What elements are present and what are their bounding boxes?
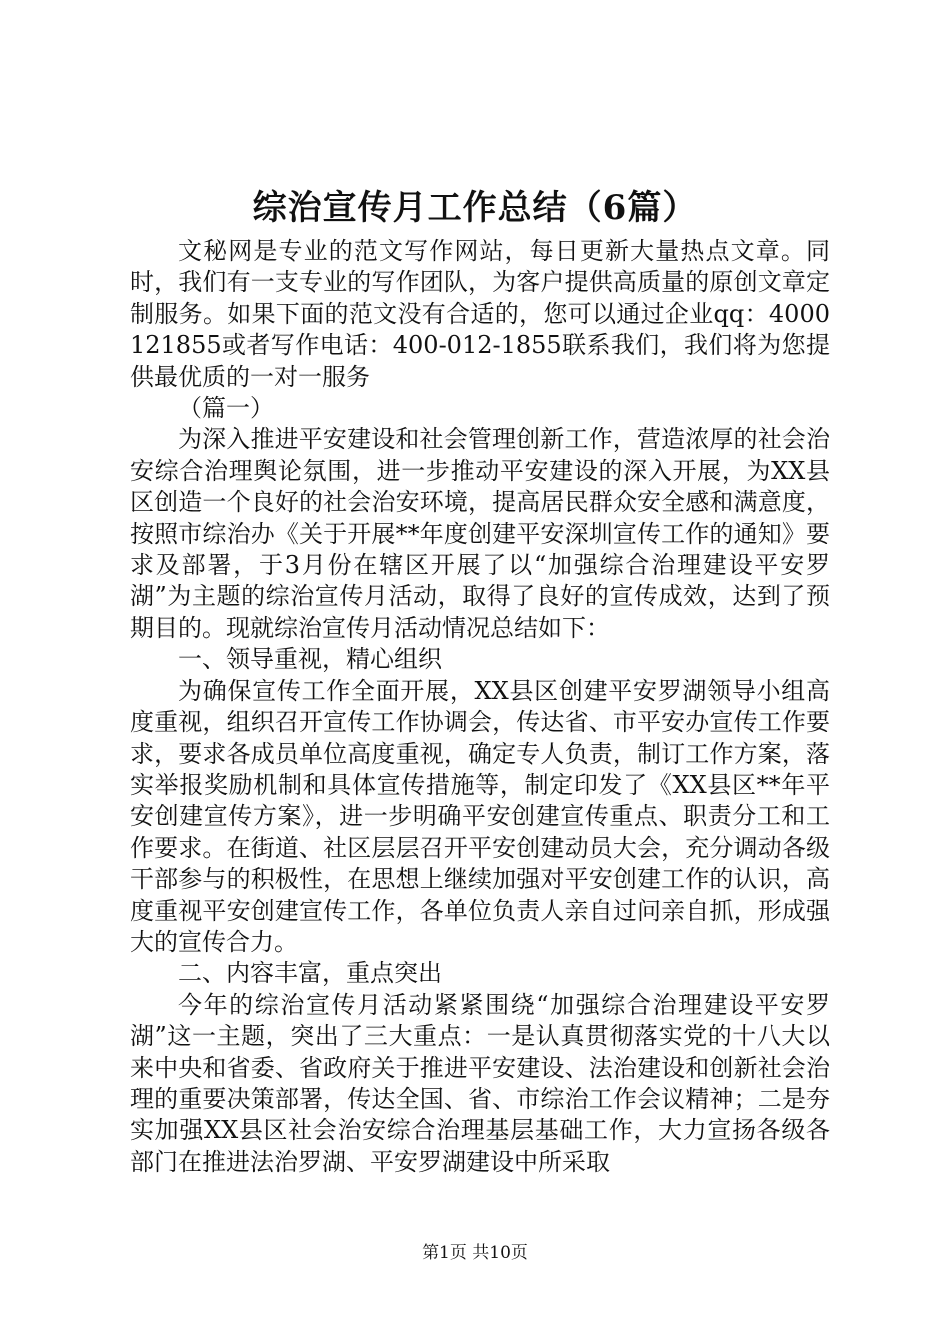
body-paragraph: 为深入推进平安建设和社会管理创新工作，营造浓厚的社会治安综合治理舆论氛围，进一步推动平安建设的深入开展，为XX县区创造一个良好的社会治安环境，提高居民群众安全感和满意度，按照市综治办《关于开展**年度创建平安深圳宣传工作的通知》要求及部署，于3月份在辖区开展了以“加强综合治理建设平安罗湖”为主题的综治宣传月活动，取得了良好的宣传成效，达到了预期目的。现就综治宣传月活动情况总结如下：: [130, 425, 830, 642]
page-footer: 第1页 共10页: [422, 1243, 528, 1263]
intro-paragraph: 文秘网是专业的范文写作网站，每日更新大量热点文章。同时，我们有一支专业的写作团队，为客户提供高质量的原创文章定制服务。如果下面的范文没有合适的，您可以通过企业qq：4000121855或者写作电话：400-012-1855联系我们，我们将为您提供最优质的一对一服务: [130, 237, 830, 391]
document-body: [130, 236, 830, 1178]
section-label: （篇一）: [178, 394, 274, 423]
section-heading: 二、内容丰富，重点突出: [178, 959, 442, 988]
section-heading: 一、领导重视，精心组织: [178, 645, 442, 674]
document-title: 综治宣传月工作总结（6篇）: [252, 188, 698, 228]
body-paragraph: 为确保宣传工作全面开展，XX县区创建平安罗湖领导小组高度重视，组织召开宣传工作协调会，传达省、市平安办宣传工作要求，要求各成员单位高度重视，确定专人负责，制订工作方案，落实举报奖励机制和具体宣传措施等，制定印发了《XX县区**年平安创建宣传方案》，进一步明确平安创建宣传重点、职责分工和工作要求。在街道、社区层层召开平安创建动员大会，充分调动各级干部参与的积极性，在思想上继续加强对平安创建工作的认识，高度重视平安创建宣传工作，各单位负责人亲自过问亲自抓，形成强大的宣传合力。: [130, 676, 830, 956]
body-paragraph: 今年的综治宣传月活动紧紧围绕“加强综合治理建设平安罗湖”这一主题，突出了三大重点：一是认真贯彻落实党的十八大以来中央和省委、省政府关于推进平安建设、法治建设和创新社会治理的重要决策部署，传达全国、省、市综治工作会议精神；二是夯实加强XX县区社会治安综合治理基层基础工作，大力宣扬各级各部门在推进法治罗湖、平安罗湖建设中所采取: [130, 990, 830, 1176]
